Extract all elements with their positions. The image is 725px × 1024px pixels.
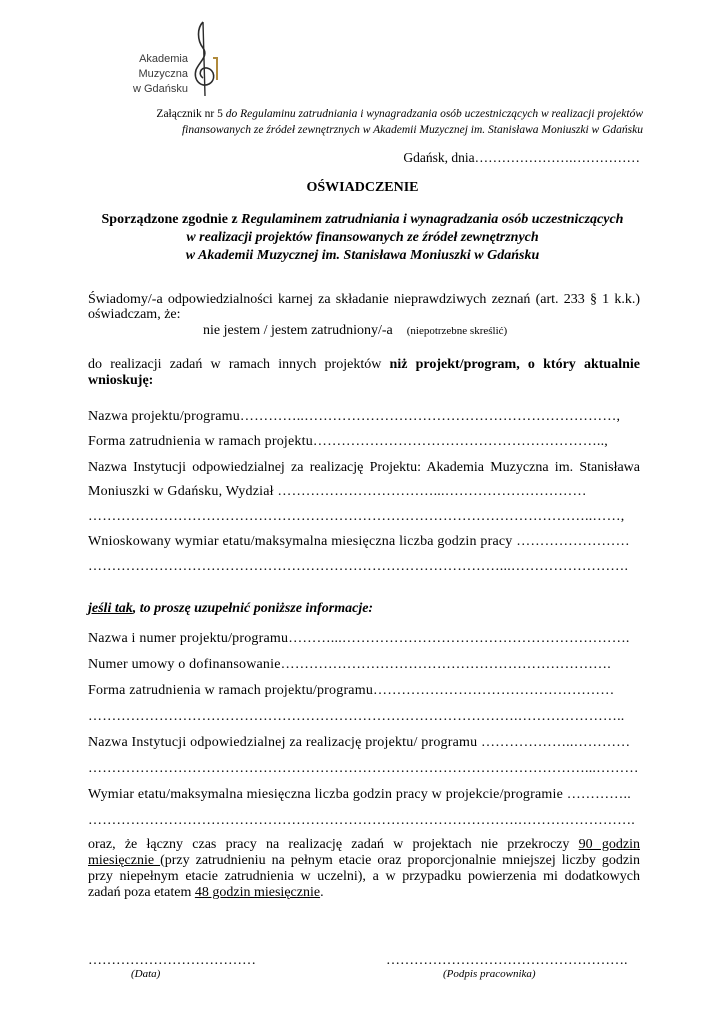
hours-limit-90: 90 godzin	[578, 837, 640, 852]
employment-form-b-field[interactable]: Forma zatrudnienia w ramach projektu/programu……………………………………………	[88, 683, 615, 698]
subtitle	[0, 211, 725, 265]
statement-text-1: oraz, że łączny czas pracy na realizację zadań w projektach nie przekroczy	[88, 837, 579, 852]
institution-line-1: Nazwa Instytucji odpowiedzialnej za realizację Projektu: Akademia Muzyczna im. Stanisława	[88, 460, 640, 475]
subtitle-line-2: w realizacji projektów finansowanych ze źródeł zewnętrznych	[186, 230, 539, 245]
declaration-line-2: oświadczam, że:	[88, 307, 181, 322]
hours-b-field[interactable]: Wymiar etatu/maksymalna miesięczna liczba godzin pracy w projekcie/programie …………..	[88, 787, 631, 802]
institution-faculty-field[interactable]: Moniuszki w Gdańsku, Wydział ……………………………...…………………………	[88, 484, 587, 499]
statement-line-3: przy niepełnym etacie zatrudnienia w uczelni), a w przypadku powierzenia mi dodatkowych	[88, 869, 640, 884]
date-caption: (Data)	[131, 968, 161, 980]
statement-period: .	[320, 885, 324, 900]
contract-number-field[interactable]: Numer umowy o dofinansowanie…………………………………………………………….	[88, 657, 611, 672]
annex-line-2: finansowanych ze źródeł zewnętrznych w Akademii Muzycznej im. Stanisława Moniuszki w Gdańsku	[181, 124, 643, 136]
requested-hours-field[interactable]: Wnioskowany wymiar etatu/maksymalna miesięczna liczba godzin pracy ……………………	[88, 534, 630, 549]
statement-text-2: (przy zatrudnieniu na pełnym etacie oraz proporcjonalnie mniejszej liczby godzin	[160, 853, 641, 868]
blank-line-4[interactable]: ……………………………………………………………………………………………...………	[88, 761, 639, 776]
page-title: OŚWIADCZENIE	[306, 180, 419, 195]
employment-choice	[203, 322, 603, 340]
annex-line-1-rest: do Regulaminu zatrudniania i wynagradzania osób uczestniczących w realizacji projektów	[222, 108, 643, 120]
annex-line-1	[0, 106, 643, 122]
employee-signature-line[interactable]: …………………………………………….	[386, 953, 628, 968]
blank-line-2[interactable]: ……………………………………………………………………………...…………………….	[88, 559, 629, 574]
subtitle-prefix: Sporządzone zgodnie z	[101, 212, 242, 227]
other-projects-bold: niż projekt/program, o który aktualnie	[389, 357, 640, 372]
treble-clef-logo-icon	[191, 18, 219, 100]
place-date: Gdańsk, dnia………………….……………	[403, 150, 640, 165]
annex-lead: Załącznik nr 5	[156, 108, 223, 120]
project-name-number-field[interactable]: Nazwa i numer projektu/programu………...…………………………………………………….	[88, 631, 630, 646]
date-signature-line[interactable]: ………………………………	[88, 953, 256, 968]
employment-choice-text: nie jestem / jestem zatrudniony/-a	[203, 323, 393, 338]
blank-line-1[interactable]: ……………………………………………………………………………………………..……,	[88, 509, 625, 524]
statement-text-4: zadań poza etatem	[88, 885, 195, 900]
if-yes-rest: , to proszę uzupełnić poniższe informacje:	[132, 601, 374, 616]
statement-line-4	[88, 884, 640, 902]
logo-text	[88, 52, 188, 97]
subtitle-line-3: w Akademii Muzycznej im. Stanisława Moniuszki w Gdańsku	[185, 248, 540, 263]
if-yes-underlined: jeśli tak	[88, 601, 133, 616]
project-name-field[interactable]: Nazwa projektu/programu…………..…………………………………………………………,	[88, 409, 621, 424]
if-yes-heading	[88, 600, 640, 618]
logo-line-1: Akademia Muzyczna	[138, 53, 188, 80]
blank-line-5[interactable]: ……………………………………………………………………………….…………………….	[88, 813, 635, 828]
date-label: Data	[134, 968, 157, 980]
subtitle-line-1: Regulaminem zatrudniania i wynagradzania osób uczestniczących	[241, 212, 624, 227]
employment-form-field[interactable]: Forma zatrudnienia w ramach projektu……………………………………………………..,	[88, 434, 608, 449]
declaration-line-1: Świadomy/-a odpowiedzialności karnej za składanie nieprawdziwych zeznań (art. 233 § 1 k.k.)	[88, 292, 640, 307]
other-projects-line-2: wnioskuję:	[88, 373, 154, 388]
blank-line-3[interactable]: ……………………………………………………………………………….…………………..	[88, 709, 625, 724]
logo-line-2: w Gdańsku	[132, 83, 188, 95]
signature-caption: (Podpis pracownika)	[443, 968, 536, 980]
monthly-underlined: miesięcznie	[88, 853, 161, 868]
other-projects-text: do realizacji zadań w ramach innych projektów	[88, 357, 390, 372]
signature-label: Podpis pracownika	[446, 968, 532, 980]
hours-limit-48: 48 godzin miesięcznie	[194, 885, 321, 900]
choice-note: (niepotrzebne skreślić)	[406, 325, 508, 337]
institution-b-field[interactable]: Nazwa Instytucji odpowiedzialnej za realizację projektu/ programu ………………..…………	[88, 735, 631, 750]
